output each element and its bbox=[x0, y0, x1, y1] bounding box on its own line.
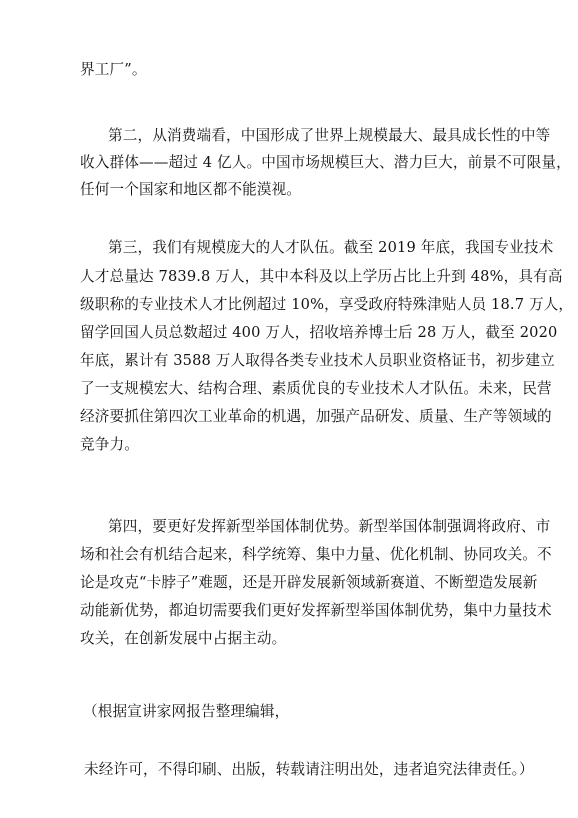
paragraph-line: 攻关，在创新发展中占据主动。 bbox=[80, 630, 287, 647]
paragraph-line: 动能新优势，都迫切需要我们更好发挥新型举国体制优势，集中力量技术 bbox=[80, 602, 552, 619]
paragraph-line: 第二，从消费端看，中国形成了世界上规模最大、最具成长性的中等 bbox=[108, 127, 551, 144]
paragraph-line: 竞争力。 bbox=[80, 436, 139, 453]
copyright-note: 未经许可，不得印刷、出版，转载请注明出处，违者追究法律责任。） bbox=[84, 761, 534, 778]
paragraph-line: 级职称的专业技术人才比例超过 10%，享受政府特殊津贴人员 18.7 万人， bbox=[80, 296, 574, 313]
paragraph-line: 经济要抓住第四次工业革命的机遇，加强产品研发、质量、生产等领域的 bbox=[80, 408, 552, 425]
paragraph-line: 第三，我们有规模庞大的人才队伍。截至 2019 年底，我国专业技术 bbox=[108, 239, 554, 256]
paragraph-line: 场和社会有机结合起来，科学统筹、集中力量、优化机制、协同攻关。不 bbox=[80, 546, 552, 563]
source-note: （根据宣讲家网报告整理编辑， bbox=[83, 703, 290, 720]
paragraph-line: 收入群体——超过 4 亿人。中国市场规模巨大、潜力巨大，前景不可限量， bbox=[80, 154, 571, 171]
paragraph-line: 论是攻克“卡脖子”难题，还是开辟发展新领域新赛道、不断塑造发展新 bbox=[80, 574, 538, 591]
paragraph-continuation: 界工厂”。 bbox=[80, 61, 147, 78]
paragraph-line: 人才总量达 7839.8 万人，其中本科及以上学历占比上升到 48%，具有高 bbox=[80, 268, 563, 285]
paragraph-line: 年底，累计有 3588 万人取得各类专业技术人员职业资格证书，初步建立 bbox=[80, 352, 555, 369]
paragraph-line: 了一支规模宏大、结构合理、素质优良的专业技术人才队伍。未来，民营 bbox=[80, 380, 552, 397]
paragraph-line: 任何一个国家和地区都不能漠视。 bbox=[80, 181, 302, 198]
paragraph-line: 留学回国人员总数超过 400 万人，招收培养博士后 28 万人，截至 2020 bbox=[80, 324, 558, 341]
paragraph-line: 第四，要更好发挥新型举国体制优势。新型举国体制强调将政府、市 bbox=[108, 518, 551, 535]
